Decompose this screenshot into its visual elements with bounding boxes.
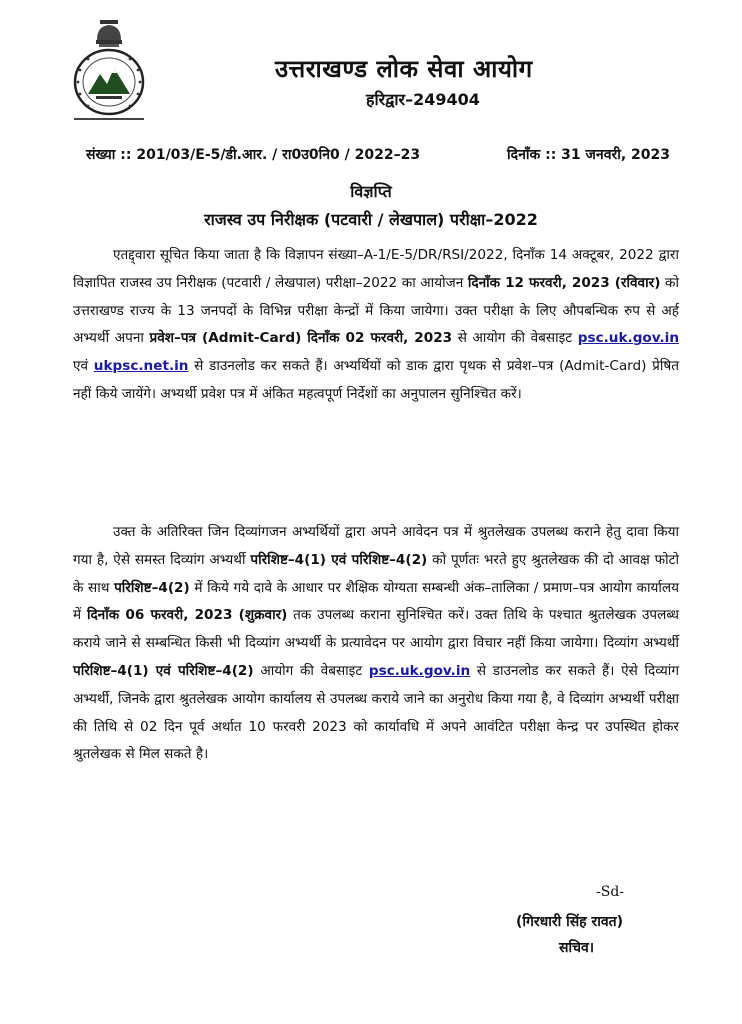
psc-website-link[interactable]: psc.uk.gov.in bbox=[577, 330, 680, 347]
signature-sd: -Sd- bbox=[596, 884, 625, 900]
paragraph-scribe: उक्त के अतिरिक्त जिन दिव्यांगजन अभ्यर्थियों द्वारा अपने आवेदन पत्र में श्रुतलेखक उपलब्ध कराने हेतु दावा किया गया है, ऐसे समस्त दिव्यांग अभ्यर्थी परिशिष्ट–4(1) एवं परिशिष्ट–4(2) को पूर्णतः भरते हुए श्रुतलेखक की दो आवक्ष फोटो के साथ परिशिष्ट–4(2) में किये गये दावे के आधार पर शैक्षिक योग्यता सम्बन्धी अंक–तालिका / प्रमाण–पत्र आयोग कार्यालय में दिनाँक 06 फरवरी, 2023 (शुक्रवार) तक उपलब्ध कराना सुनिश्चित करें। उक्त तिथि के पश्चात श्रुतलेखक उपलब्ध कराये जाने से सम्बन्धित किसी भी दिव्यांग अभ्यर्थी के प्रत्यावेदन पर आयोग द्वारा विचार नहीं किया जायेगा। दिव्यांग अभ्यर्थी परिशिष्ट–4(1) एवं परिशिष्ट–4(2) आयोग की वेबसाइट psc.uk.gov.in से डाउनलोड कर सकते हैं। ऐसे दिव्यांग अभ्यर्थी, जिनके द्वारा श्रुतलेखक आयोग कार्यालय से उपलब्ध कराये जाने का अनुरोध किया गया है, वे दिव्यांग अभ्यर्थी परीक्षा की तिथि से 02 दिन पूर्व अर्थात 10 फरवरी 2023 को कार्यावधि में अपने आवंटित परीक्षा केन्द्र पर उपस्थित होकर श्रुतलेखक से मिल सकते है। bbox=[73, 524, 679, 763]
organization-name: उत्तराखण्ड लोक सेवा आयोग bbox=[275, 55, 533, 83]
signatory-name: (गिरधारी सिंह रावत) bbox=[516, 914, 624, 930]
appendix-reference: परिशिष्ट–4(1) एवं परिशिष्ट–4(2) bbox=[73, 662, 254, 679]
organization-address: हरिद्वार–249404 bbox=[366, 90, 480, 109]
paragraph-admit-card: एतद्द्वारा सूचित किया जाता है कि विज्ञापन संख्या–A-1/E-5/DR/RSI/2022, दिनाँक 14 अक्टूबर, 2022 द्वारा विज्ञापित राजस्व उप निरीक्षक (पटवारी / लेखपाल) परीक्षा–2022 का आयोजन दिनाँक 12 फरवरी, 2023 (रविवार) को उत्तराखण्ड राज्य के 13 जनपदों के विभिन्न परीक्षा केन्द्रों में किया जायेगा। उक्त परीक्षा के लिए औपबन्धिक रुप से अर्ह अभ्यर्थी अपना प्रवेश–पत्र (Admit-Card) दिनाँक 02 फरवरी, 2023 से आयोग की वेबसाइट psc.uk.gov.in एवं ukpsc.net.in से डाउनलोड कर सकते हैं। अभ्यर्थियों को डाक द्वारा पृथक से प्रवेश–पत्र (Admit-Card) प्रेषित नहीं किये जायेंगे। अभ्यर्थी प्रवेश पत्र में अंकित महत्वपूर्ण निर्देशों का अनुपालन सुनिश्चित करें। bbox=[73, 247, 680, 402]
submission-deadline-text: दिनाँक 06 फरवरी, 2023 (शुक्रवार) bbox=[86, 607, 288, 624]
exam-date-text: दिनाँक 12 फरवरी, 2023 (रविवार) bbox=[467, 274, 661, 291]
notice-title: विज्ञप्ति bbox=[350, 182, 392, 201]
reference-number: संख्या :: 201/03/E-5/डी.आर. / रा0उ0नि0 / 2022–23 bbox=[86, 147, 421, 163]
reference-date: दिनाँक :: 31 जनवरी, 2023 bbox=[507, 147, 670, 163]
appendix-reference: परिशिष्ट–4(1) एवं परिशिष्ट–4(2) bbox=[250, 551, 428, 568]
psc-website-link[interactable]: psc.uk.gov.in bbox=[368, 662, 471, 679]
ukpsc-website-link[interactable]: ukpsc.net.in bbox=[93, 358, 189, 375]
notice-subject: राजस्व उप निरीक्षक (पटवारी / लेखपाल) परीक्षा–2022 bbox=[204, 210, 538, 229]
admit-card-date-text: प्रवेश–पत्र (Admit-Card) दिनाँक 02 फरवरी, 2023 bbox=[149, 330, 453, 347]
commission-seal-icon bbox=[66, 18, 152, 126]
appendix-reference: परिशिष्ट–4(2) bbox=[114, 579, 190, 596]
signatory-designation: सचिव। bbox=[559, 940, 595, 956]
